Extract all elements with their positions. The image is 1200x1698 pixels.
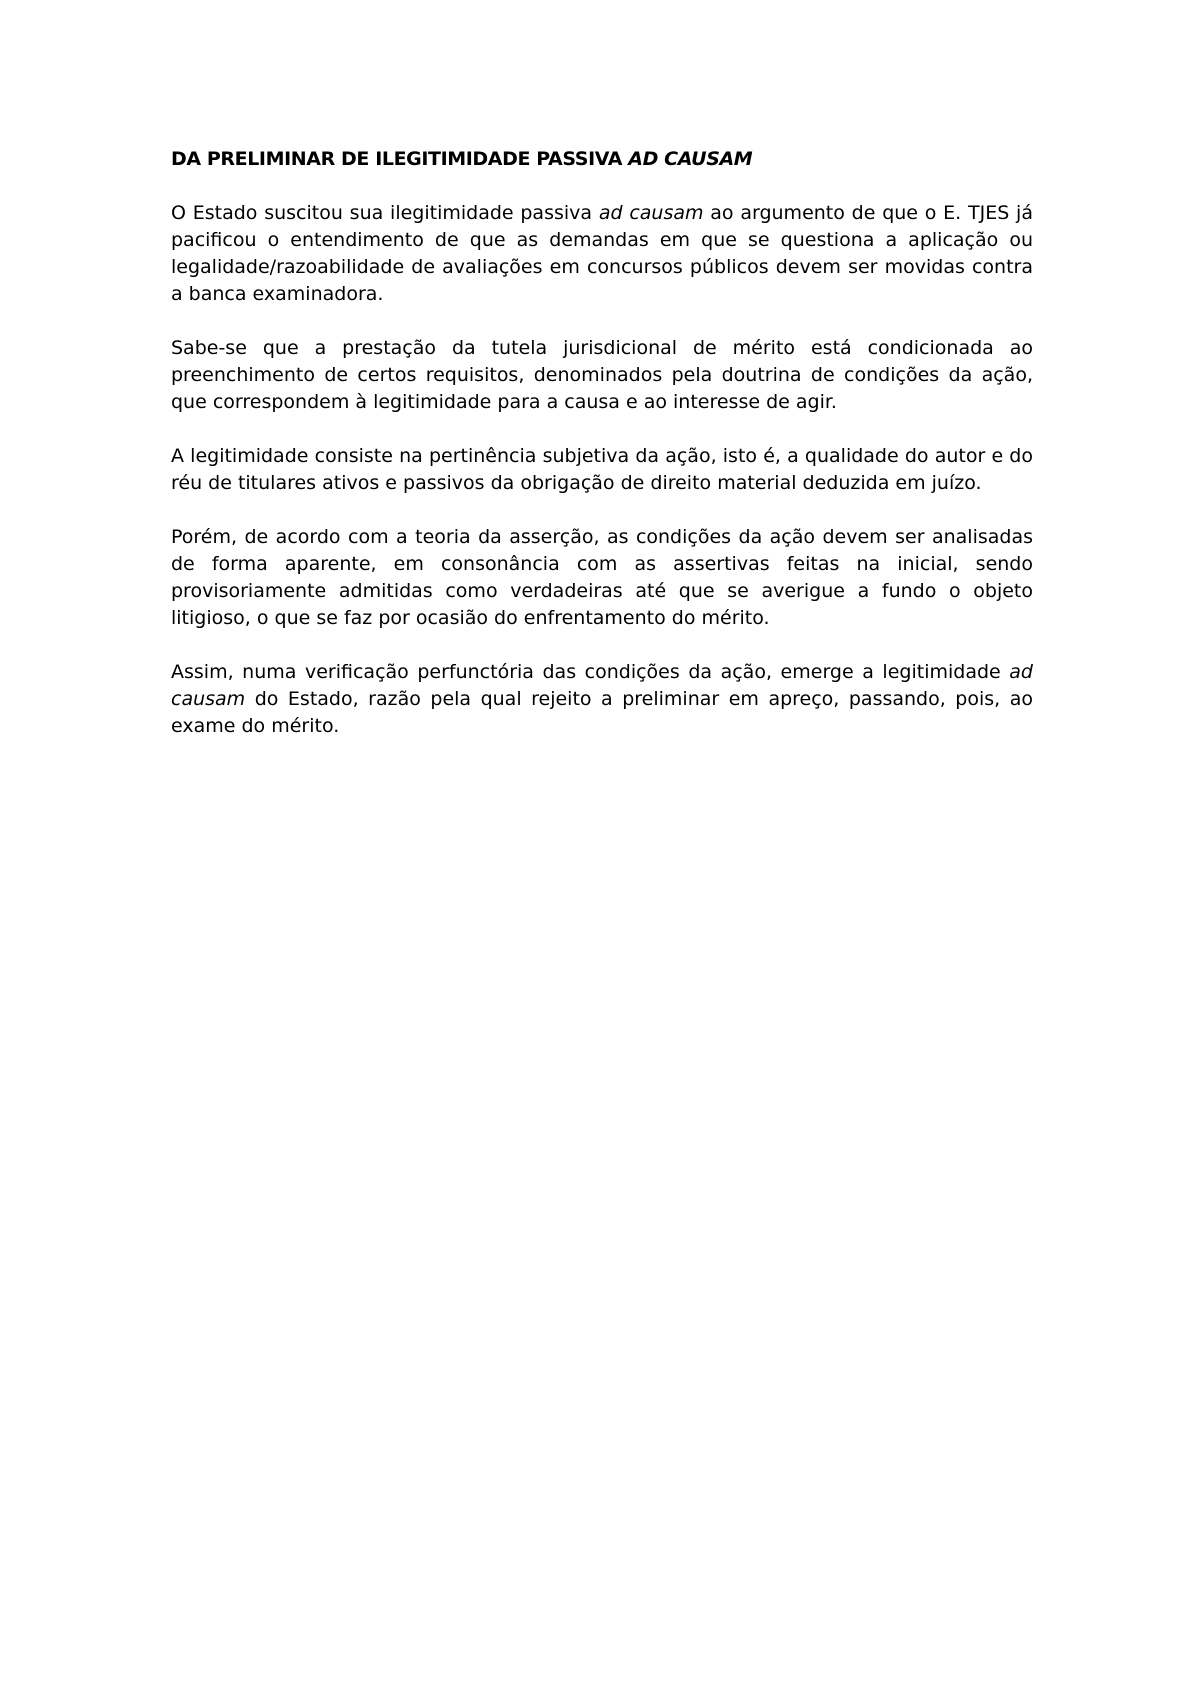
paragraph-1-italic: ad causam xyxy=(598,202,704,224)
paragraph-5-before: Assim, numa verificação perfunctória das condições da ação, emerge a legitimidade xyxy=(171,661,1010,683)
section-heading xyxy=(171,146,1033,173)
paragraph-5-italic: ad causam xyxy=(171,661,1033,710)
paragraph-1-before: O Estado suscitou sua ilegitimidade passiva xyxy=(171,202,599,224)
document-body xyxy=(171,146,1033,740)
paragraph-5-after: do Estado, razão pela qual rejeito a preliminar em apreço, passando, pois, ao exame do mérito. xyxy=(171,688,1033,737)
paragraph-4: Porém, de acordo com a teoria da asserção, as condições da ação devem ser analisadas de forma aparente, em consonância com as assertivas feitas na inicial, sendo provisoriamente admitidas como verdadeiras até que se averigue a fundo o objeto litigioso, o que se faz por ocasião do enfrentamento do mérito. xyxy=(171,526,1033,629)
section-heading-text: DA PRELIMINAR DE ILEGITIMIDADE PASSIVA xyxy=(171,148,629,170)
paragraph-5 xyxy=(171,659,1033,740)
paragraph-3: A legitimidade consiste na pertinência subjetiva da ação, isto é, a qualidade do autor e do réu de titulares ativos e passivos da obrigação de direito material deduzida em juízo. xyxy=(171,445,1033,494)
paragraph-2: Sabe-se que a prestação da tutela jurisdicional de mérito está condicionada ao preenchimento de certos requisitos, denominados pela doutrina de condições da ação, que correspondem à legitimidade para a causa e ao interesse de agir. xyxy=(171,337,1033,413)
paragraph-1-after: ao argumento de que o E. TJES já pacificou o entendimento de que as demandas em que se questiona a aplicação ou legalidade/razoabilidade de avaliações em concursos públicos devem ser movidas contra a banca examinadora. xyxy=(171,202,1033,305)
paragraph-1 xyxy=(171,200,1033,308)
section-heading-italic: AD CAUSAM xyxy=(628,148,753,170)
